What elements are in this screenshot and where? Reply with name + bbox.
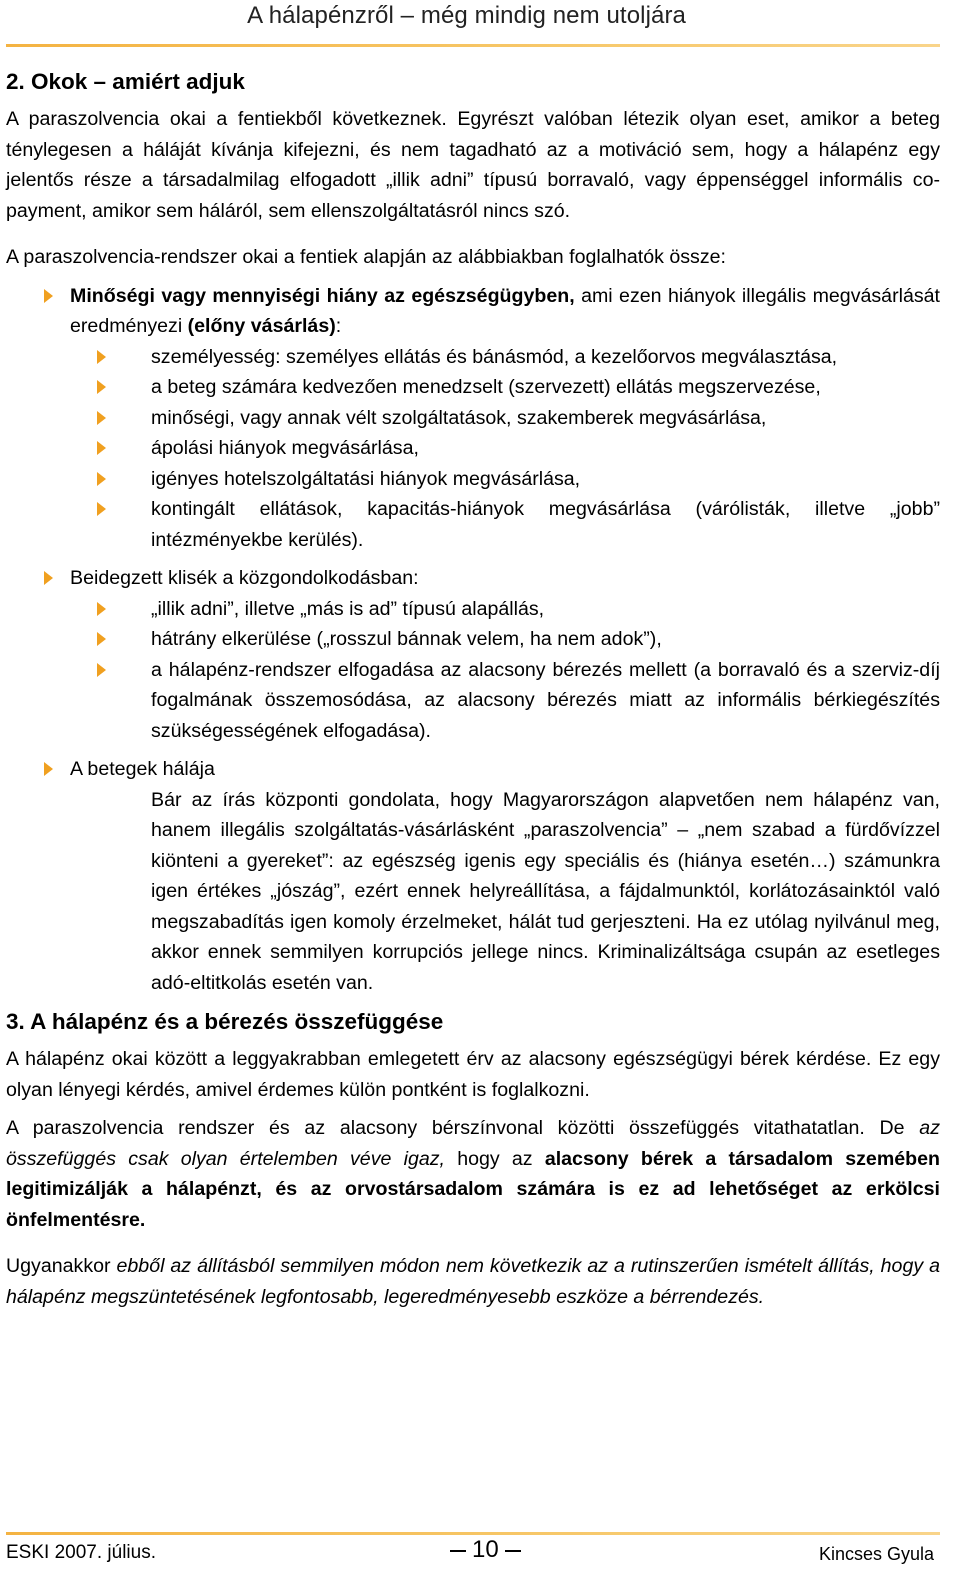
section-3-heading: 3. A hálapénz és a bérezés összefüggése: [6, 1009, 444, 1034]
triangle-bullet-icon: [44, 571, 53, 585]
section-2-lead: A paraszolvencia-rendszer okai a fentiek alapján az alábbiakban foglalhatók össze:: [6, 246, 726, 268]
section-3-paragraph-2: A paraszolvencia rendszer és az alacsony bérszínvonal közötti összefüggés vitathatatlan. De az összefüggés csak olyan értelemben véve igaz, hogy az alacsony bérek a társadalom szemében legitimizálják a hálapénzt, és az orvostársadalom számára is ez ad lehetőséget az erkölcsi önfelmentésre.: [6, 1117, 940, 1231]
footer-author: Kincses Gyula: [818, 1544, 934, 1564]
sub-bullet-item: kontingált ellátások, kapacitás-hiányok megvásárlása (várólisták, illetve „jobb” intézményekbe kerülés).: [6, 494, 940, 555]
triangle-bullet-icon: [97, 380, 106, 394]
triangle-bullet-icon: [97, 350, 106, 364]
sub-bullet-item: hátrány elkerülése („rosszul bánnak velem, ha nem adok”),: [6, 624, 940, 655]
running-header: A hálapénzről – még mindig nem utoljára: [247, 2, 686, 29]
triangle-bullet-icon: [97, 502, 106, 516]
triangle-bullet-icon: [97, 472, 106, 486]
sub-bullet-item: ápolási hiányok megvásárlása,: [6, 433, 940, 464]
triangle-bullet-icon: [44, 762, 53, 776]
document-page: [6, 0, 940, 1585]
triangle-bullet-icon: [97, 441, 106, 455]
page-content: [6, 66, 940, 1312]
section-2-intro: A paraszolvencia okai a fentiekből következnek. Egyrészt valóban létezik olyan eset, amikor a beteg ténylegesen a háláját kívánja kifejezni, és nem tagadható az a motiváció sem, hogy a hálapénz egy jelentős része a társadalmilag elfogadott „illik adni” típusú borravaló, vagy éppenséggel informális co-payment, amikor sem háláról, sem ellenszolgáltatásról nincs szó.: [6, 108, 940, 222]
sub-bullet-item: minőségi, vagy annak vélt szolgáltatások, szakemberek megvásárlása,: [6, 403, 940, 434]
triangle-bullet-icon: [97, 663, 106, 677]
footer-rule: [6, 1532, 940, 1535]
footer-date: ESKI 2007. július.: [6, 1542, 156, 1563]
triangle-bullet-icon: [97, 411, 106, 425]
page-footer: [6, 1536, 940, 1570]
triangle-bullet-icon: [97, 632, 106, 646]
header-rule: [6, 44, 940, 47]
sub-bullet-item: „illik adni”, illetve „más is ad” típusú alapállás,: [6, 594, 940, 625]
sub-bullet-item: igényes hotelszolgáltatási hiányok megvásárlása,: [6, 464, 940, 495]
bullet-item: A betegek hálája: [6, 754, 940, 785]
section-2-heading: 2. Okok – amiért adjuk: [6, 69, 245, 94]
triangle-bullet-icon: [44, 289, 53, 303]
bullet-item: Minőségi vagy mennyiségi hiány az egészségügyben, ami ezen hiányok illegális megvásárlását eredményezi (előny vásárlás):: [6, 281, 940, 342]
section-3-paragraph-3: Ugyanakkor ebből az állításból semmilyen módon nem következik az a rutinszerűen ismételt állítás, hogy a hálapénz megszüntetésének legfontosabb, legeredményesebb eszköze a bérrendezés.: [6, 1255, 940, 1308]
bullet-paragraph: Bár az írás központi gondolata, hogy Magyarországon alapvetően nem hálapénz van, hanem illegális szolgáltatás-vásárlásként „paraszolvencia” – „nem szabad a fürdővízzel kiönteni a gyereket”: az egészség igenis egy speciális és (hiánya esetén…) számunkra igen értékes „jószág”, ezért ennek helyreállítása, a fájdalmunktól, korlátozásainktól való megszabadítás igen komoly érzelmeket, hálát tud gerjeszteni. Ha ez utólag nyilvánul meg, akkor ennek semmilyen korrupciós jellege nincs. Kriminalizáltsága csupán az esetleges adó-eltitkolás esetén van.: [151, 788, 940, 994]
sub-bullet-item: személyesség: személyes ellátás és bánásmód, a kezelőorvos megválasztása,: [6, 342, 940, 373]
sub-bullet-item: a hálapénz-rendszer elfogadása az alacsony bérezés mellett (a borravaló és a szerviz-díj fogalmának összemosódása, az alacsony bérezés miatt az informális bérkiegészítés szükségességének elfogadása).: [6, 655, 940, 747]
triangle-bullet-icon: [97, 602, 106, 616]
bullet-item: Beidegzett klisék a közgondolkodásban:: [6, 563, 940, 594]
section-3-paragraph-1: A hálapénz okai között a leggyakrabban emlegetett érv az alacsony egészségügyi bérek kérdése. Ez egy olyan lényegi kérdés, amivel érdemes külön pontként is foglalkozni.: [6, 1048, 940, 1101]
sub-bullet-item: a beteg számára kedvezően menedzselt (szervezett) ellátás megszervezése,: [6, 372, 940, 403]
page-number: 10: [444, 1536, 527, 1564]
